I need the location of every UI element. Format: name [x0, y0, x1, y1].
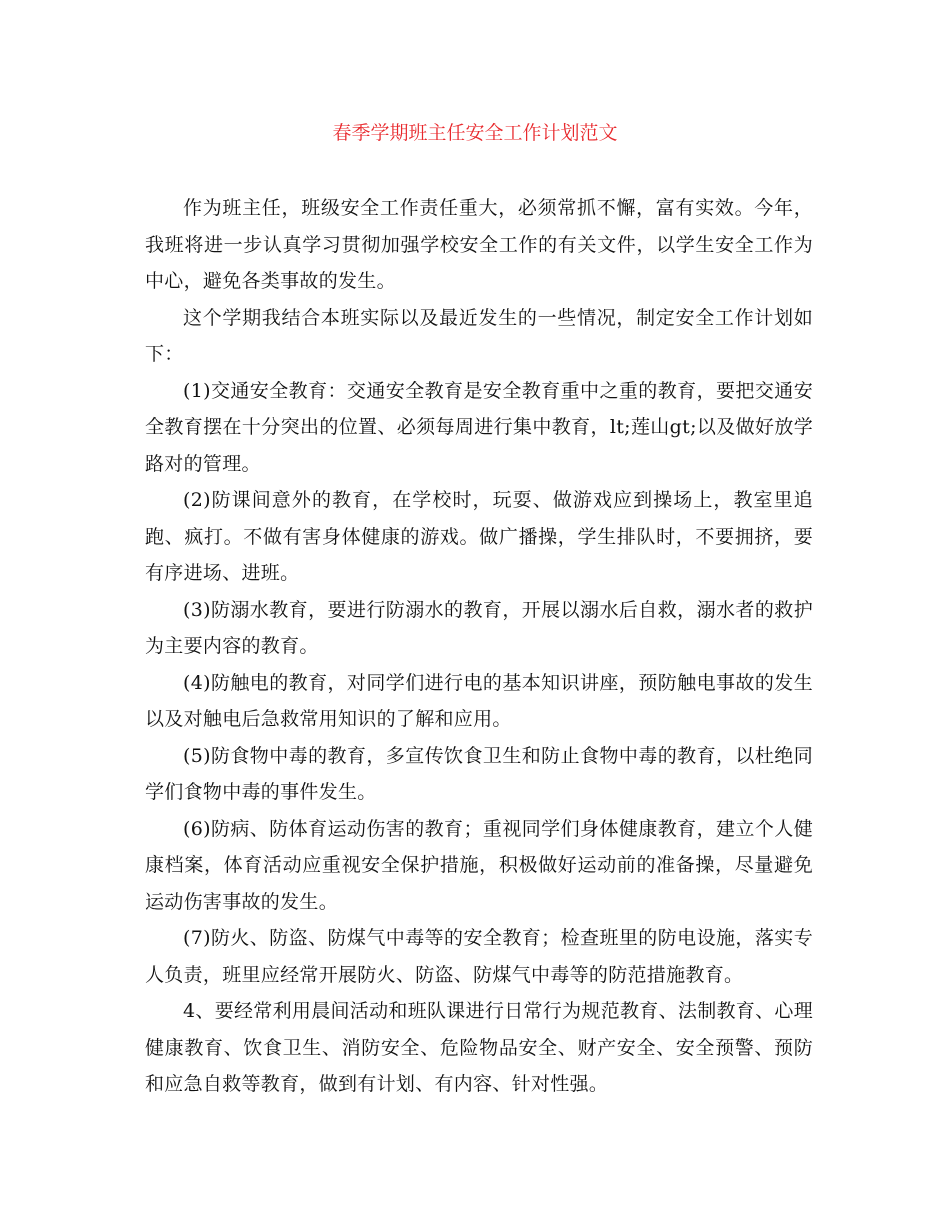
paragraph-plan-lead: 这个学期我结合本班实际以及最近发生的一些情况，制定安全工作计划如下： [145, 306, 813, 365]
paragraph-routine-education: 4、要经常利用晨间活动和班队课进行日常行为规范教育、法制教育、心理健康教育、饮食卫生、消防安全、危险物品安全、财产安全、安全预警、预防和应急自救等教育，做到有计划、有内容、针对性强。 [145, 1000, 813, 1095]
document-title: 春季学期班主任安全工作计划范文 [332, 122, 618, 144]
paragraph-electric-safety: (4)防触电的教育，对同学们进行电的基本知识讲座，预防触电事故的发生以及对触电后急救常用知识的了解和应用。 [145, 671, 813, 730]
paragraph-recess-safety: (2)防课间意外的教育，在学校时，玩耍、做游戏应到操场上，教室里追跑、疯打。不做有害身体健康的游戏。做广播操，学生排队时，不要拥挤，要有序进场、进班。 [145, 489, 813, 584]
paragraph-intro: 作为班主任，班级安全工作责任重大，必须常抓不懈，富有实效。今年，我班将进一步认真学习贯彻加强学校安全工作的有关文件，以学生安全工作为中心，避免各类事故的发生。 [145, 197, 813, 292]
paragraph-traffic-safety: (1)交通安全教育：交通安全教育是安全教育重中之重的教育，要把交通安全教育摆在十分突出的位置、必须每周进行集中教育，lt;莲山gt;以及做好放学路对的管理。 [145, 379, 813, 475]
document-body [145, 190, 813, 1103]
paragraph-food-poisoning: (5)防食物中毒的教育，多宣传饮食卫生和防止食物中毒的教育，以杜绝同学们食物中毒的事件发生。 [145, 744, 813, 803]
paragraph-sports-injury: (6)防病、防体育运动伤害的教育；重视同学们身体健康教育，建立个人健康档案，体育活动应重视安全保护措施，积极做好运动前的准备操，尽量避免运动伤害事故的发生。 [145, 817, 813, 913]
paragraph-drowning-prevention: (3)防溺水教育，要进行防溺水的教育，开展以溺水后自救，溺水者的救护为主要内容的教育。 [145, 598, 813, 657]
paragraph-fire-theft-gas: (7)防火、防盗、防煤气中毒等的安全教育；检查班里的防电设施，落实专人负责，班里应经常开展防火、防盗、防煤气中毒等的防范措施教育。 [145, 927, 813, 986]
